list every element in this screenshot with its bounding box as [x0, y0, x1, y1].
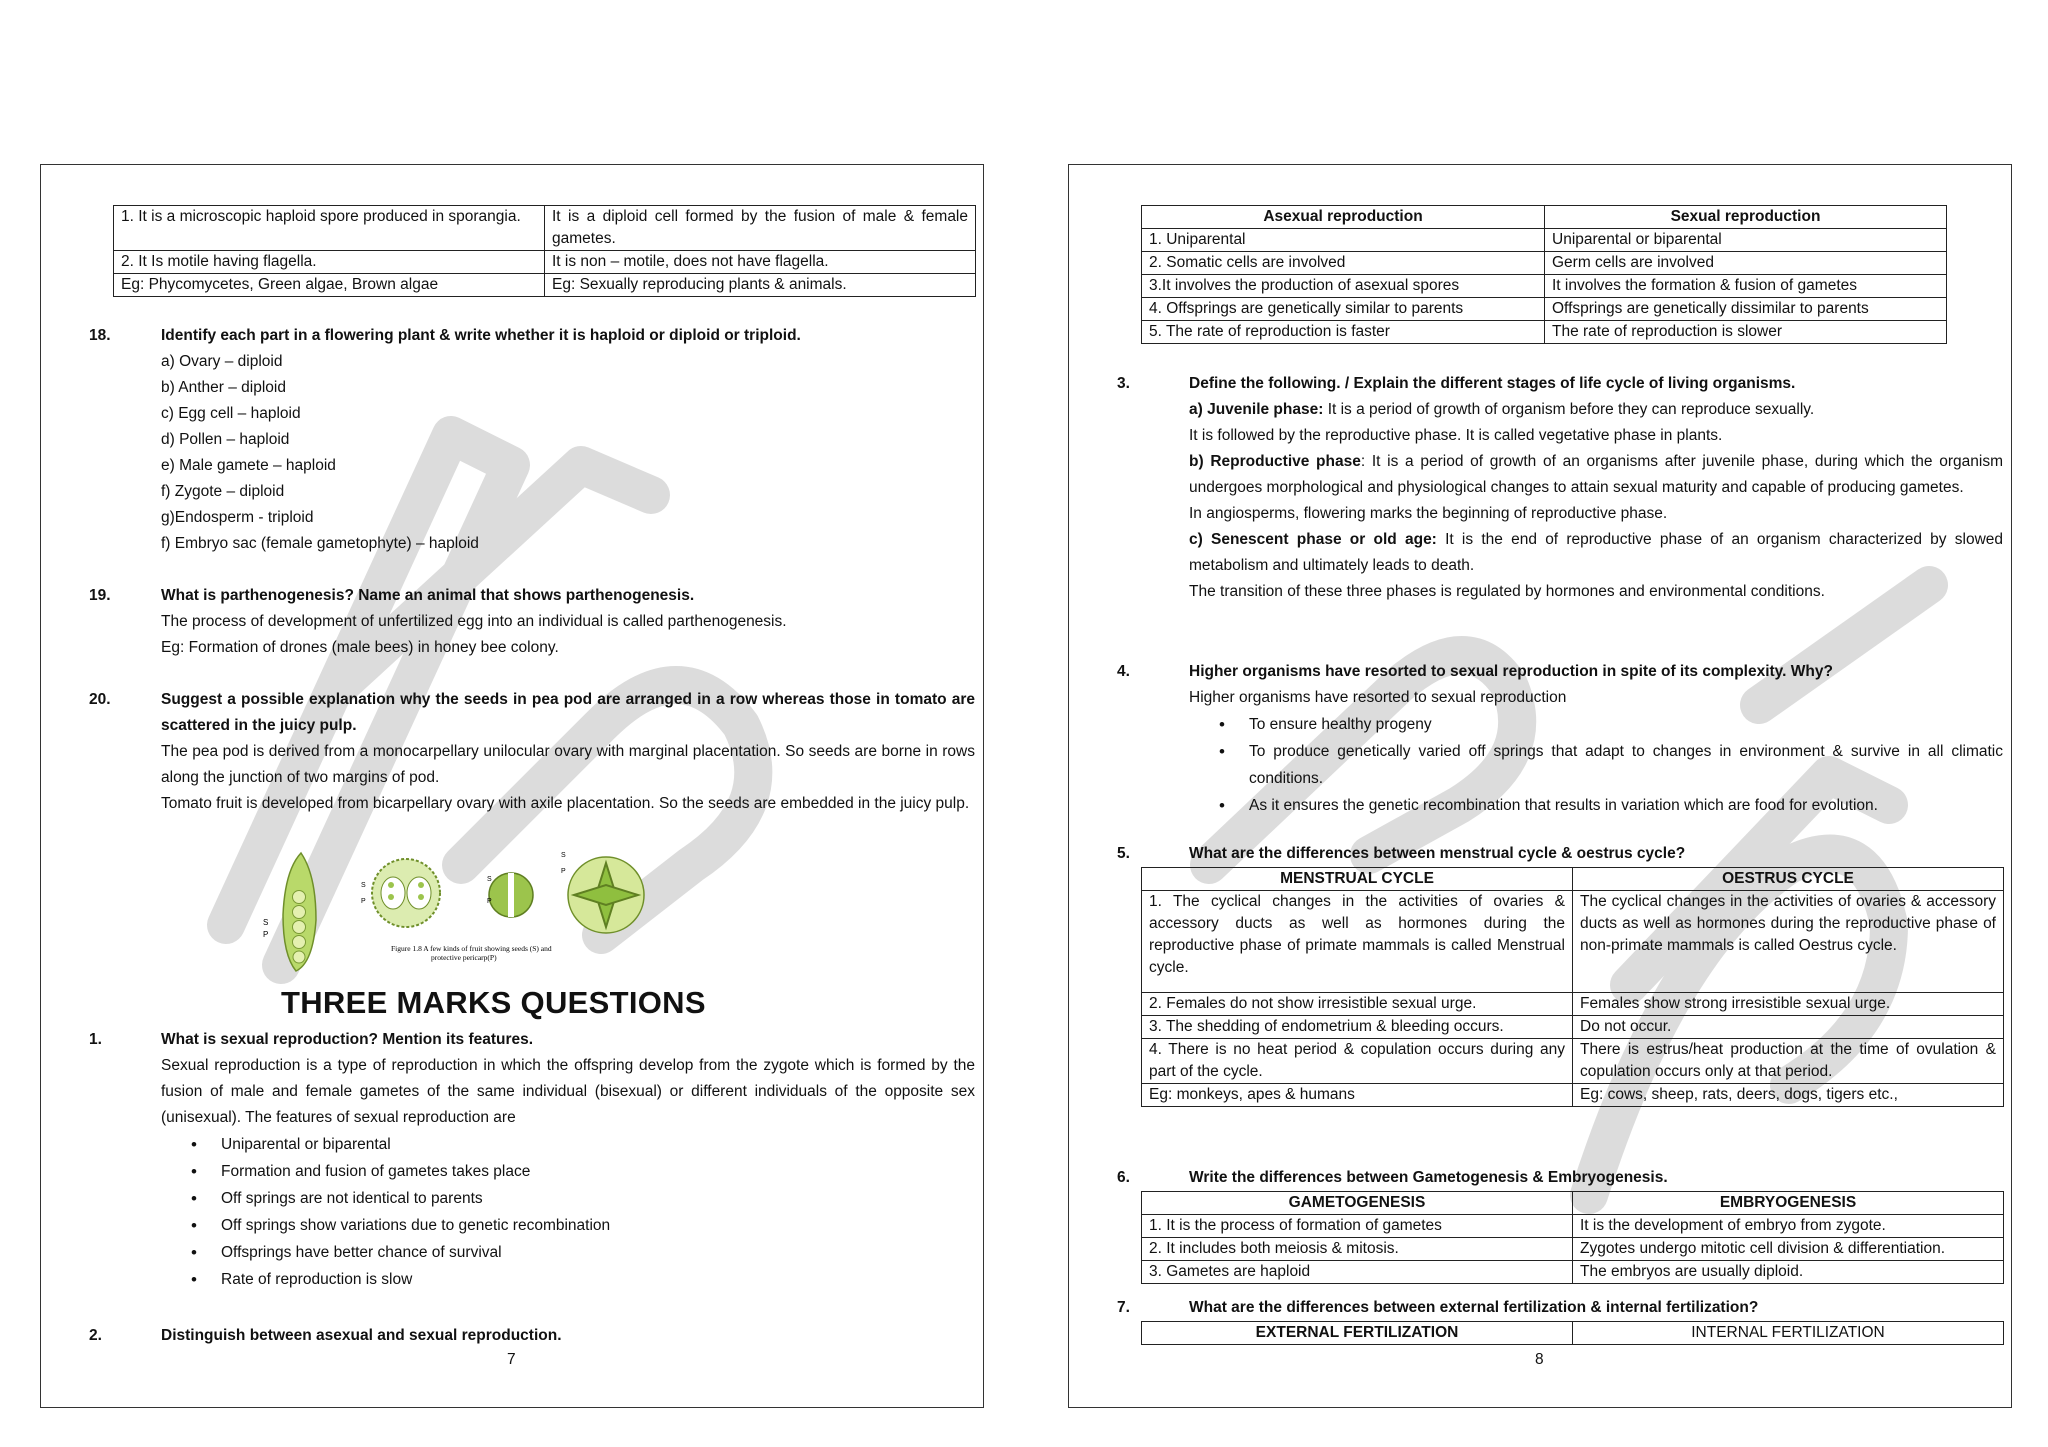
question-text: Suggest a possible explanation why the seeds in pea pod are arranged in a row whereas those in tomato are scattered in the juicy pulp. [161, 691, 975, 734]
table-cell: 3. Gametes are haploid [1142, 1261, 1573, 1284]
page-number: 8 [1535, 1351, 1544, 1368]
table-cell: 1. The cyclical changes in the activities of ovaries & accessory ducts as well as hormones during the reproductive phase of primate mammals is called Menstrual cycle. [1142, 891, 1573, 993]
table-cell: Uniparental or biparental [1545, 229, 1947, 252]
question-20 [89, 687, 975, 817]
question-text: What is parthenogenesis? Name an animal that shows parthenogenesis. [161, 587, 695, 604]
question-text: What is sexual reproduction? Mention its features. [161, 1031, 534, 1048]
list-item: f) Zygote – diploid [161, 483, 285, 500]
column-header: EXTERNAL FERTILIZATION [1142, 1322, 1573, 1345]
table-cell: Offsprings are genetically dissimilar to parents [1545, 298, 1947, 321]
definition-text: It is a period of growth of organism before they can reproduce sexually. [1323, 401, 1815, 418]
question-3 [1117, 371, 2003, 605]
table-cell: Zygotes undergo mitotic cell division & differentiation. [1573, 1238, 2004, 1261]
column-header: INTERNAL FERTILIZATION [1573, 1322, 2004, 1345]
table-row [1142, 1238, 2004, 1261]
question-19 [89, 583, 975, 661]
menstrual-vs-oestrus-table [1141, 867, 2004, 1107]
table-header-row [1142, 206, 1947, 229]
table-cell: 3.It involves the production of asexual spores [1142, 275, 1545, 298]
list-item: • As it ensures the genetic recombination that results in variation which are food for evolution. [1217, 792, 2003, 819]
table-header-row [1142, 1322, 2004, 1345]
table-row [1142, 275, 1947, 298]
question-number: 5. [1117, 845, 1130, 862]
table-cell: 1. It is the process of formation of gametes [1142, 1215, 1573, 1238]
table-row [1142, 1215, 2004, 1238]
table-row [1142, 1084, 2004, 1107]
table-cell: It is non – motile, does not have flagella. [545, 251, 976, 274]
list-item: • Formation and fusion of gametes takes place [189, 1158, 975, 1185]
question-7 [1117, 1295, 2003, 1321]
answer-paragraph: Sexual reproduction is a type of reproduction in which the offspring develop from the zygote which is formed by the fusion of male and female gametes of the same individual (bisexual) or different individuals of the opposite sex (unisexual). The features of sexual reproduction are [161, 1057, 975, 1126]
table-cell: Do not occur. [1573, 1016, 2004, 1039]
list-item: a) Ovary – diploid [161, 353, 283, 370]
table-cell: Eg: monkeys, apes & humans [1142, 1084, 1573, 1107]
figure-caption: Figure 1.8 A few kinds of fruit showing seeds (S) and [391, 944, 552, 953]
answer-paragraph: Tomato fruit is developed from bicarpellary ovary with axile placentation. So the seeds are embedded in the juicy pulp. [161, 795, 970, 812]
fertilization-table [1141, 1321, 2004, 1345]
column-header: Sexual reproduction [1545, 206, 1947, 229]
question-number: 7. [1117, 1299, 1130, 1316]
list-item: • To ensure healthy progeny [1217, 711, 2003, 738]
answer-paragraph: The pea pod is derived from a monocarpellary unilocular ovary with marginal placentation. So seeds are borne in rows along the junction of two margins of pod. [161, 743, 975, 786]
table-cell: Eg: Sexually reproducing plants & animals. [545, 274, 976, 297]
ploidy-list [161, 349, 975, 557]
table-cell: Females show strong irresistible sexual urge. [1573, 993, 2004, 1016]
table-header-row [1142, 868, 2004, 891]
answer-paragraph [1189, 397, 2003, 423]
table-cell: 2. It Is motile having flagella. [114, 251, 545, 274]
answer-paragraph [1189, 527, 2003, 579]
features-list [189, 1131, 975, 1293]
section-heading: THREE MARKS QUESTIONS [281, 985, 706, 1020]
table-row [1142, 1016, 2004, 1039]
reasons-list [1217, 711, 2003, 819]
definition-text: It is the end of reproductive phase of an organism characterized by slowed metabolism and ultimately leads to death. [1189, 531, 2004, 574]
answer-intro: Higher organisms have resorted to sexual reproduction [1189, 689, 1567, 706]
gametogenesis-vs-embryogenesis-table [1141, 1191, 2004, 1284]
table-row [1142, 298, 1947, 321]
question-text: Distinguish between asexual and sexual reproduction. [161, 1327, 562, 1344]
fruit-figure [261, 845, 681, 975]
question-text: Higher organisms have resorted to sexual reproduction in spite of its complexity. Why? [1189, 663, 1833, 680]
table-row [1142, 1261, 2004, 1284]
table-header-row [1142, 1192, 2004, 1215]
table-cell: Germ cells are involved [1545, 252, 1947, 275]
label-s: S [263, 918, 269, 927]
question-number: 20. [89, 691, 111, 708]
list-item: d) Pollen – haploid [161, 431, 290, 448]
table-cell: The embryos are usually diploid. [1573, 1261, 2004, 1284]
fruit-illustration [261, 845, 681, 975]
table-cell: 4. Offsprings are genetically similar to parents [1142, 298, 1545, 321]
label-s: S [487, 876, 492, 883]
question-4 [1117, 659, 2003, 819]
question-number: 6. [1117, 1169, 1130, 1186]
list-item: e) Male gamete – haploid [161, 457, 336, 474]
list-item: • To produce genetically varied off springs that adapt to changes in environment & survive in all climatic conditions. [1217, 738, 2003, 792]
table-row [114, 251, 976, 274]
page-7 [40, 164, 984, 1408]
list-item: • Rate of reproduction is slow [189, 1266, 975, 1293]
table-cell: It involves the formation & fusion of gametes [1545, 275, 1947, 298]
list-item: f) Embryo sac (female gametophyte) – haploid [161, 535, 479, 552]
question-18 [89, 323, 975, 557]
table-row [1142, 229, 1947, 252]
table-row [114, 274, 976, 297]
answer-paragraph: In angiosperms, flowering marks the beginning of reproductive phase. [1189, 505, 1668, 522]
table-cell: 2. Somatic cells are involved [1142, 252, 1545, 275]
table-cell: 1. It is a microscopic haploid spore produced in sporangia. [114, 206, 545, 251]
term-label: c) Senescent phase or old age: [1189, 531, 1437, 548]
table-row [1142, 252, 1947, 275]
answer-line: The process of development of unfertilized egg into an individual is called parthenogenesis. [161, 613, 787, 630]
table-cell: 3. The shedding of endometrium & bleeding occurs. [1142, 1016, 1573, 1039]
list-item: • Off springs show variations due to genetic recombination [189, 1212, 975, 1239]
label-s: S [561, 852, 566, 859]
list-item: g)Endosperm - triploid [161, 509, 314, 526]
table-cell: 4. There is no heat period & copulation occurs during any part of the cycle. [1142, 1039, 1573, 1084]
three-mark-question-1 [89, 1027, 975, 1293]
table-row [114, 206, 976, 251]
asexual-vs-sexual-table [1141, 205, 1947, 344]
question-number: 19. [89, 587, 111, 604]
label-p: P [561, 868, 566, 875]
question-5 [1117, 841, 2003, 867]
label-s: S [361, 882, 366, 889]
answer-line: Eg: Formation of drones (male bees) in honey bee colony. [161, 639, 559, 656]
table-cell: 2. It includes both meiosis & mitosis. [1142, 1238, 1573, 1261]
question-number: 1. [89, 1031, 102, 1048]
list-item: • Offsprings have better chance of survival [189, 1239, 975, 1266]
table-cell: 5. The rate of reproduction is faster [1142, 321, 1545, 344]
column-header: GAMETOGENESIS [1142, 1192, 1573, 1215]
table-cell: There is estrus/heat production at the time of ovulation & copulation occurs only at that period. [1573, 1039, 2004, 1084]
question-text: What are the differences between menstrual cycle & oestrus cycle? [1189, 845, 1686, 862]
spore-vs-zygote-table [113, 205, 976, 297]
table-cell: It is the development of embryo from zygote. [1573, 1215, 2004, 1238]
table-row [1142, 993, 2004, 1016]
table-row [1142, 891, 2004, 993]
table-row [1142, 321, 1947, 344]
term-label: a) Juvenile phase: [1189, 401, 1324, 418]
definition-text: : It is a period of growth of an organisms after juvenile phase, during which the organism undergoes morphological and physiological changes to attain sexual maturity and capable of producing gametes. [1189, 453, 2003, 496]
table-row [1142, 1039, 2004, 1084]
column-header: MENSTRUAL CYCLE [1142, 868, 1573, 891]
label-p: P [263, 930, 269, 939]
page-number: 7 [507, 1351, 516, 1368]
three-mark-question-2 [89, 1323, 975, 1349]
question-number: 2. [89, 1327, 102, 1344]
question-text: Identify each part in a flowering plant & write whether it is haploid or diploid or triploid. [161, 327, 801, 344]
list-item: b) Anther – diploid [161, 379, 286, 396]
table-cell: 2. Females do not show irresistible sexual urge. [1142, 993, 1573, 1016]
list-item: • Off springs are not identical to parents [189, 1185, 975, 1212]
table-cell: Eg: Phycomycetes, Green algae, Brown algae [114, 274, 545, 297]
question-text: What are the differences between external fertilization & internal fertilization? [1189, 1299, 1759, 1316]
page-8 [1068, 164, 2012, 1408]
table-cell: 1. Uniparental [1142, 229, 1545, 252]
list-item: c) Egg cell – haploid [161, 405, 301, 422]
label-p: P [361, 898, 366, 905]
list-item: • Uniparental or biparental [189, 1131, 975, 1158]
column-header: OESTRUS CYCLE [1573, 868, 2004, 891]
question-text: Write the differences between Gametogenesis & Embryogenesis. [1189, 1169, 1668, 1186]
question-number: 3. [1117, 375, 1130, 392]
answer-paragraph [1189, 449, 2003, 501]
question-text: Define the following. / Explain the different stages of life cycle of living organisms. [1189, 375, 1796, 392]
table-cell: The cyclical changes in the activities of ovaries & accessory ducts as well as hormones during the reproductive phase of non-primate mammals is called Oestrus cycle. [1573, 891, 2004, 993]
question-6 [1117, 1165, 2003, 1191]
term-label: b) Reproductive phase [1189, 453, 1361, 470]
answer-paragraph: The transition of these three phases is regulated by hormones and environmental conditions. [1189, 583, 1825, 600]
question-number: 4. [1117, 663, 1130, 680]
question-number: 18. [89, 327, 111, 344]
table-cell: The rate of reproduction is slower [1545, 321, 1947, 344]
answer-paragraph: It is followed by the reproductive phase. It is called vegetative phase in plants. [1189, 427, 1723, 444]
column-header: Asexual reproduction [1142, 206, 1545, 229]
table-cell: Eg: cows, sheep, rats, deers, dogs, tigers etc., [1573, 1084, 2004, 1107]
column-header: EMBRYOGENESIS [1573, 1192, 2004, 1215]
table-cell: It is a diploid cell formed by the fusion of male & female gametes. [545, 206, 976, 251]
label-p: P [487, 898, 492, 905]
figure-caption: protective pericarp(P) [431, 953, 497, 962]
